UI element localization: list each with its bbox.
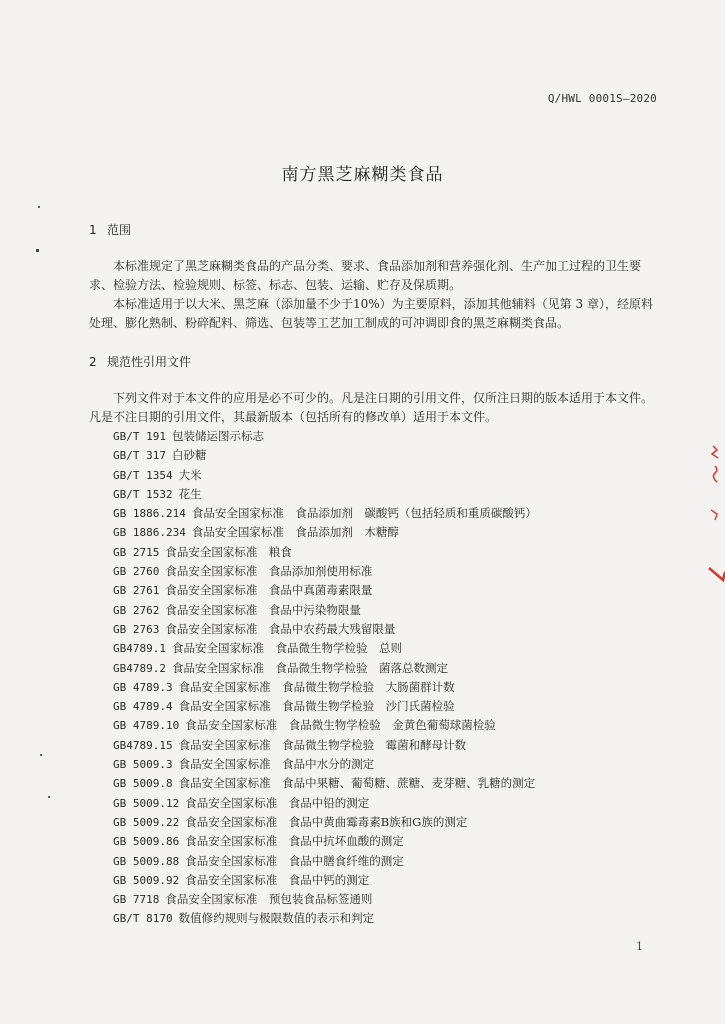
scan-speck [36,249,39,252]
reference-code: GB 2761 [113,584,160,598]
reference-title: 食品安全国家标准 食品微生物学检验 总则 [171,641,402,656]
scope-paragraph-1: 本标准规定了黑芝麻糊类食品的产品分类、要求、食品添加剂和营养强化剂、生产加工过程的卫生要求、检验方法、检验规则、标签、标志、包装、运输、贮存及保质期。 [89,259,642,292]
reference-title: 食品安全国家标准 食品添加剂 碳酸钙（包括轻质和重质碳酸钙） [191,506,537,521]
section-title: 规范性引用文件 [107,355,192,369]
reference-title: 食品安全国家标准 食品添加剂 木糖醇 [191,525,399,540]
reference-item [113,678,537,697]
reference-item [113,794,537,813]
reference-item [113,890,537,909]
reference-item [113,813,537,832]
reference-title: 食品安全国家标准 食品中污染物限量 [165,602,361,617]
reference-code: GB 4789.4 [113,700,173,714]
reference-item [113,639,537,658]
reference-item [113,466,537,485]
reference-code: GB 4789.3 [113,680,173,694]
scan-speck [40,754,42,756]
reference-item [113,620,537,639]
reference-item [113,562,537,581]
reference-code: GB 2715 [113,545,160,559]
reference-item [113,852,537,871]
reference-item [113,523,537,542]
reference-code: GB 1886.214 [113,507,186,521]
section-1-heading [89,221,131,238]
reference-code: GB/T 1354 [113,468,173,482]
reference-title: 食品安全国家标准 食品微生物学检验 菌落总数测定 [171,660,448,675]
reference-title: 数值修约规则与极限数值的表示和判定 [178,911,375,926]
reference-code: GB 2760 [113,565,160,579]
reference-code: GB/T 317 [113,449,166,463]
reference-code: GB4789.2 [113,661,166,675]
reference-item [113,832,537,851]
reference-item [113,871,537,890]
reference-code: GB 5009.86 [113,835,180,849]
reference-title: 食品安全国家标准 食品中膳食纤维的测定 [185,853,404,868]
reference-title: 包装储运图示标志 [171,429,264,443]
reference-code: GB/T 191 [113,430,166,443]
page-title: 南方黑芝麻糊类食品 [281,165,444,185]
reference-title: 食品安全国家标准 食品中水分的测定 [178,757,375,772]
reference-code: GB/T 8170 [113,912,173,926]
reference-title: 食品安全国家标准 食品中黄曲霉毒素B族和G族的测定 [185,814,468,829]
reference-item [113,427,537,446]
reference-title: 食品安全国家标准 食品中抗坏血酸的测定 [185,834,404,849]
reference-title: 食品安全国家标准 食品微生物学检验 大肠菌群计数 [178,679,455,694]
reference-item [113,716,537,735]
reference-code: GB 5009.3 [113,758,173,772]
reference-title: 食品安全国家标准 食品中真菌毒素限量 [165,583,373,598]
scan-speck [38,206,40,208]
reference-item [113,446,537,465]
reference-code: GB4789.1 [113,642,166,656]
reference-code: GB 5009.88 [113,854,180,868]
reference-title: 白砂糖 [171,448,207,463]
reference-item [113,581,537,600]
reference-item [113,909,537,928]
reference-item [113,543,537,562]
reference-code: GB 5009.8 [113,777,173,791]
reference-item [113,659,537,678]
reference-code: GB4789.15 [113,738,173,752]
section-number: 1 [89,223,97,237]
reference-title: 食品安全国家标准 食品微生物学检验 沙门氏菌检验 [178,699,455,714]
scope-paragraph-2: 本标准适用于以大米、黑芝麻（添加量不少于10%）为主要原料，添加其他辅料（见第 3 章），经原料处理、膨化熟制、粉碎配料、筛选、包装等工艺加工制成的可冲调即食的黑芝麻糊类食品。 [89,297,653,330]
reference-title: 食品安全国家标准 预包装食品标签通则 [165,892,373,907]
references-intro: 下列文件对于本文件的应用是必不可少的。凡是注日期的引用文件，仅所注日期的版本适用于本文件。凡是不注日期的引用文件，其最新版本（包括所有的修改单）适用于本文件。 [89,391,654,424]
reference-title: 食品安全国家标准 食品微生物学检验 金黄色葡萄球菌检验 [185,718,496,733]
reference-item [113,697,537,716]
reference-title: 食品安全国家标准 粮食 [165,544,292,559]
reference-item [113,755,537,774]
reference-title: 花生 [178,486,202,501]
reference-code: GB 1886.234 [113,526,186,540]
section-2-heading [89,353,191,370]
reference-item [113,485,537,504]
page-number: 1 [636,940,643,953]
reference-code: GB 4789.10 [113,719,180,733]
reference-title: 食品安全国家标准 食品中铅的测定 [185,795,370,810]
reference-title: 食品安全国家标准 食品中农药最大残留限量 [165,621,396,636]
reference-title: 食品安全国家标准 食品微生物学检验 霉菌和酵母计数 [178,737,467,752]
reference-item [113,504,537,523]
section-title: 范围 [107,223,132,237]
reference-code: GB 2762 [113,603,160,617]
scan-speck [48,796,50,798]
reference-code: GB/T 1532 [113,487,173,501]
reference-title: 食品安全国家标准 食品中果糖、葡萄糖、蔗糖、麦芽糖、乳糖的测定 [178,776,536,791]
section-number: 2 [89,355,97,369]
seal-stamp-edge [703,440,725,590]
reference-title: 食品安全国家标准 食品中钙的测定 [185,872,370,887]
reference-item [113,736,537,755]
reference-item [113,774,537,793]
reference-title: 大米 [178,467,202,482]
reference-code: GB 5009.92 [113,873,180,887]
standard-code: Q/HWL 0001S—2020 [547,92,657,105]
reference-code: GB 5009.22 [113,815,180,829]
reference-code: GB 5009.12 [113,796,180,810]
reference-item [113,601,537,620]
reference-list [113,427,537,929]
reference-code: GB 2763 [113,622,160,636]
reference-code: GB 7718 [113,893,160,907]
reference-title: 食品安全国家标准 食品添加剂使用标准 [165,564,373,579]
